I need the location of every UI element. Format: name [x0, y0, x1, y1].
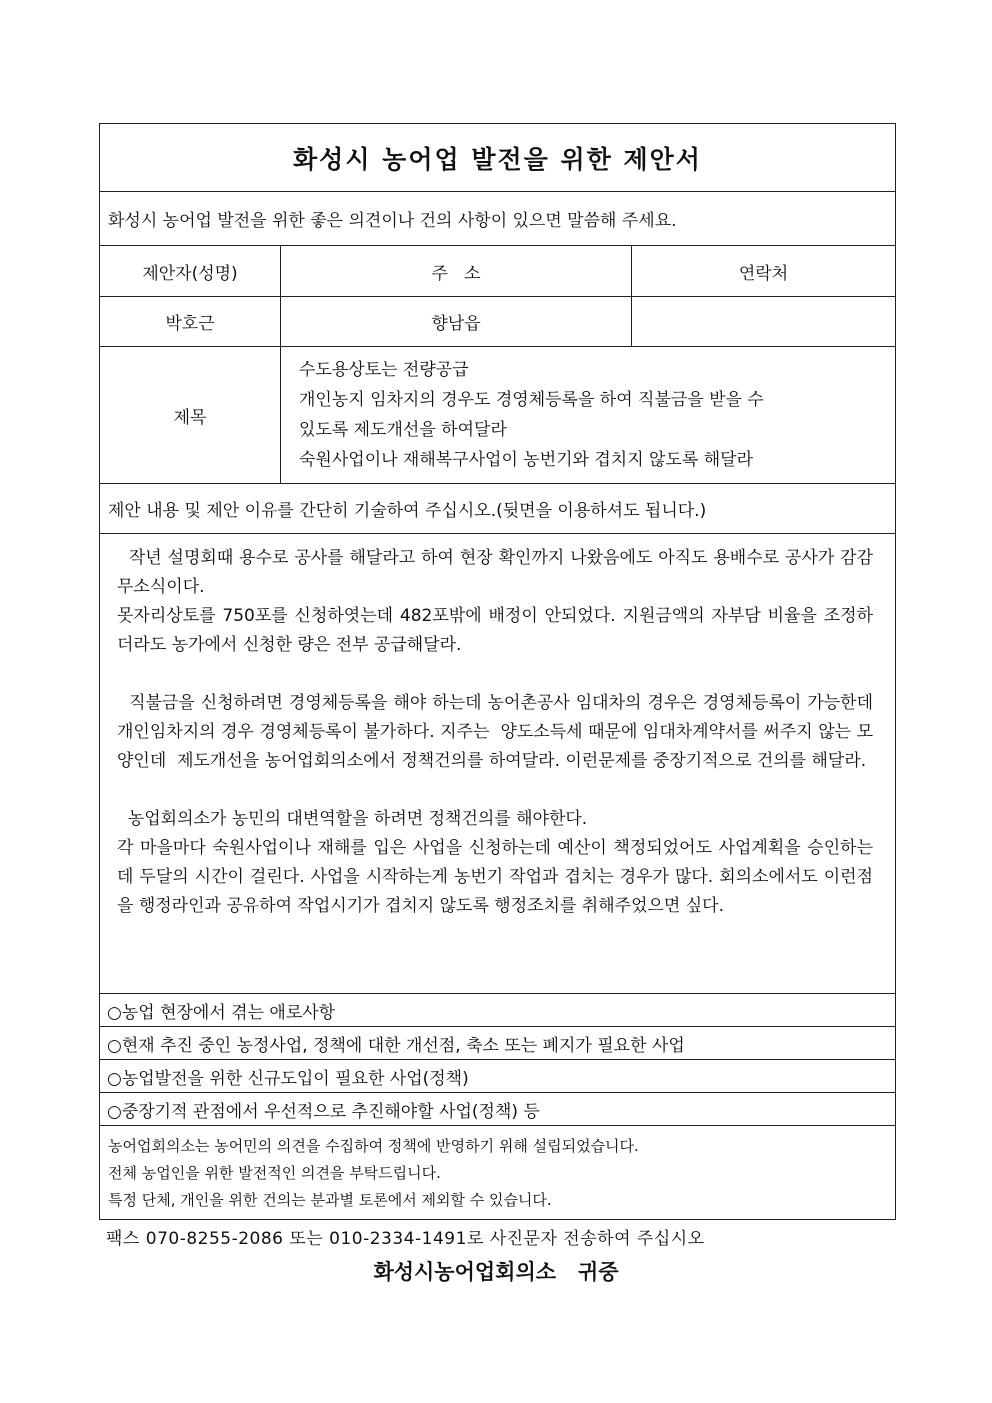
form-intro: 화성시 농어업 발전을 위한 좋은 의견이나 건의 사항이 있으면 말씀해 주세요. — [100, 192, 895, 246]
proposer-header-row — [100, 246, 895, 297]
proposal-form — [99, 123, 896, 1220]
proposer-name: 박호근 — [100, 297, 281, 346]
subject-row — [100, 347, 895, 484]
proposer-header: 제안자(성명) — [100, 246, 281, 296]
notice-line: 특정 단체, 개인을 위한 건의는 분과별 토론에서 제외할 수 있습니다. — [108, 1191, 552, 1209]
recipient: 화성시농어업회의소 귀중 — [373, 1260, 619, 1284]
content-paragraph: 각 마을마다 숙원사업이나 재해를 입은 사업을 신청하는데 예산이 책정되었어도 사업계획을 승인하는데 두달의 시간이 걸린다. 사업을 시작하는게 농번기 작업과 겹치는 경우가 많다. 회의소에서도 이런점을 행정라인과 공유하여 작업시기가 겹치지 않도록 행정조치를 취해주었으면 싶다. — [117, 838, 873, 916]
contact-header: 연락처 — [738, 263, 789, 284]
content-prompt: 제안 내용 및 제안 이유를 간단히 기술하여 주십시오.(뒷면을 이용하셔도 됩니다.) — [100, 484, 895, 534]
notice-box — [100, 1126, 895, 1219]
proposal-content — [100, 534, 895, 994]
subject-label: 제목 — [100, 347, 281, 483]
fax-instructions: 팩스 070-8255-2086 또는 010-2334-1491로 사진문자 전송하여 주십시오 — [106, 1229, 705, 1249]
content-paragraph: 직불금을 신청하려면 경영체등록을 해야 하는데 농어촌공사 임대차의 경우은 경영체등록이 가능한데 개인임차지의 경우 경영체등록이 불가하다. 지주는 양도소득세 때문에 임대차계약서를 써주지 않는 모양인데 제도개선을 농어업회의소에서 정책건의를 하여달라. 이런문제를 중장기적으로 건의를 해달라. — [117, 693, 879, 771]
subject-text — [281, 347, 895, 483]
checklist-item: ○중장기적 관점에서 우선적으로 추진해야할 사업(정책) 등 — [100, 1093, 895, 1126]
checklist-item: ○농업 현장에서 겪는 애로사항 — [100, 994, 895, 1027]
content-paragraph: 농업회의소가 농민의 대변역할을 하려면 정책건의를 해야한다. — [117, 809, 588, 829]
subject-line: 수도용상토는 전량공급 — [299, 360, 469, 380]
form-title: 화성시 농어업 발전을 위한 제안서 — [100, 124, 895, 192]
proposer-values-row — [100, 297, 895, 347]
checklist-item: ○농업발전을 위한 신규도입이 필요한 사업(정책) — [100, 1060, 895, 1093]
proposer-contact — [632, 297, 895, 346]
checklist-item: ○현재 추진 중인 농정사업, 정책에 대한 개선점, 축소 또는 폐지가 필요한 사업 — [100, 1027, 895, 1060]
subject-line: 숙원사업이나 재해복구사업이 농번기와 겹치지 않도록 해달라 — [299, 450, 753, 470]
proposer-address: 향남읍 — [281, 297, 632, 346]
notice-line: 전체 농업인을 위한 발전적인 의견을 부탁드립니다. — [108, 1164, 441, 1182]
subject-line: 있도록 제도개선을 하여달라 — [299, 420, 507, 440]
notice-line: 농어업회의소는 농어민의 의견을 수집하여 정책에 반영하기 위해 설립되었습니다. — [108, 1137, 639, 1155]
content-paragraph: 못자리상토를 750포를 신청하엿는데 482포밖에 배정이 안되었다. 지원금액의 자부담 비율을 조정하더라도 농가에서 신청한 량은 전부 공급해달라. — [117, 606, 873, 655]
address-header: 주 소 — [281, 246, 632, 296]
content-paragraph: 작년 설명회때 용수로 공사를 해달라고 하여 현장 확인까지 나왔음에도 아직도 용배수로 공사가 감감무소식이다. — [117, 548, 873, 597]
subject-line: 개인농지 임차지의 경우도 경영체등록을 하여 직불금을 받을 수 — [299, 390, 764, 410]
